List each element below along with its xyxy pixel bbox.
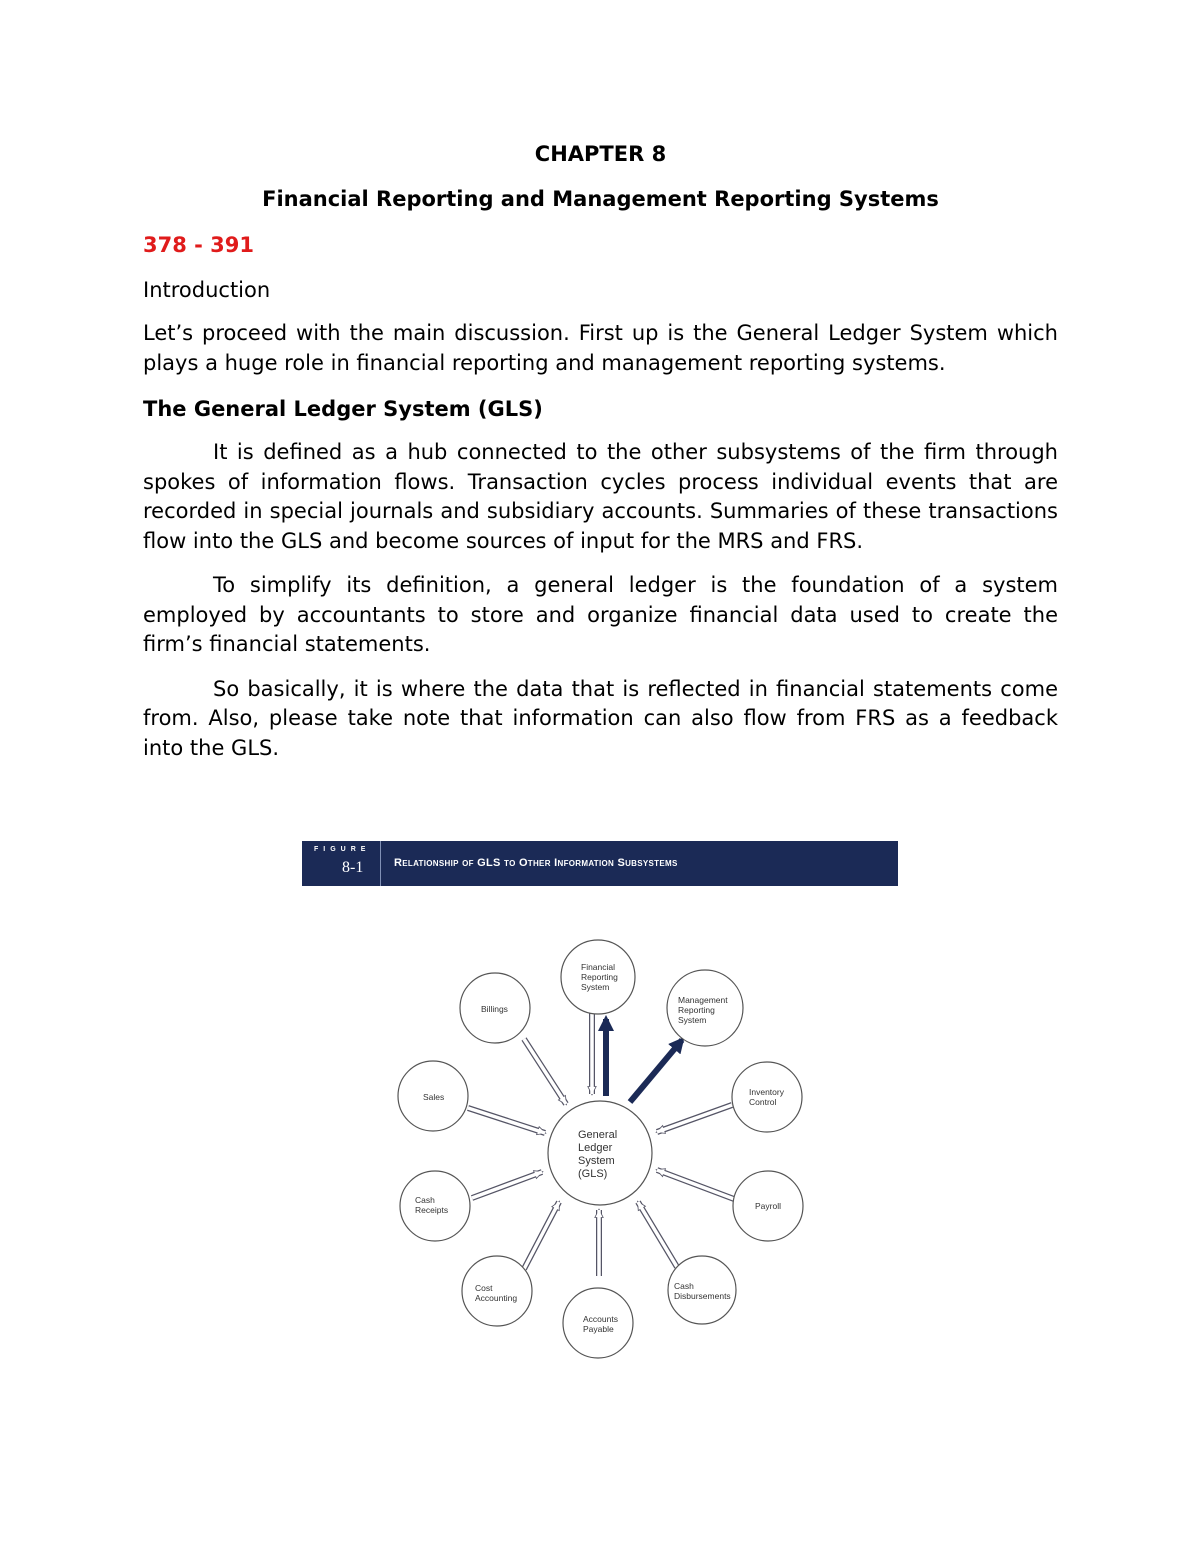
- arrow-cash-disbursements-fill: [638, 1202, 677, 1267]
- ap-line-1: Accounts: [583, 1314, 618, 1324]
- node-sales: [398, 1061, 468, 1131]
- cost-line-2: Accounting: [475, 1293, 518, 1303]
- chapter-heading: CHAPTER 8: [534, 142, 667, 166]
- chapter-title: Financial Reporting and Management Reporting Systems: [262, 187, 939, 211]
- arrow-cost-accounting-fill: [524, 1202, 559, 1269]
- payroll-line-1: Payroll: [755, 1201, 781, 1211]
- arrow-payroll-fill: [657, 1170, 734, 1199]
- mrs-line-3: System: [678, 1015, 707, 1025]
- intro-paragraph: Let’s proceed with the main discussion. First up is the General Ledger System which plays a huge role in financial reporting and management reporting systems.: [143, 321, 1058, 375]
- node-frs: [561, 940, 635, 1014]
- cash-disb-line-2: Disbursements: [674, 1291, 731, 1301]
- node-cost-accounting: [462, 1256, 532, 1326]
- node-inventory-control: [732, 1062, 802, 1132]
- paragraph-simplified: To simplify its definition, a general ledger is the foundation of a system employed by accountants to store and organize financial data used to create the firm’s financial statements.: [143, 573, 1058, 656]
- mrs-line-2: Reporting: [678, 1005, 715, 1015]
- arrow-sales-fill: [468, 1108, 545, 1133]
- figure-divider: [380, 841, 381, 886]
- ap-line-2: Payable: [583, 1324, 614, 1334]
- gls-diagram: [302, 886, 898, 1334]
- cash-rec-line-1: Cash: [415, 1195, 435, 1205]
- figure-8-1: [302, 841, 898, 1334]
- frs-line-1: Financial: [581, 962, 616, 972]
- frs-line-2: Reporting: [581, 972, 618, 982]
- inventory-line-2: Control: [749, 1097, 777, 1107]
- hub-line-1: General: [578, 1129, 618, 1141]
- hub-line-4: (GLS): [578, 1168, 608, 1180]
- page-range: 378 - 391: [143, 233, 255, 257]
- section-heading: The General Ledger System (GLS): [143, 397, 543, 421]
- outbound-arrows: [606, 1019, 682, 1102]
- figure-label: FIGURE: [314, 846, 371, 853]
- arrow-billings-fill: [524, 1039, 566, 1104]
- cash-rec-line-2: Receipts: [415, 1205, 449, 1215]
- arrow-inventory-fill: [657, 1105, 732, 1132]
- frs-line-3: System: [581, 982, 610, 992]
- cash-disb-line-1: Cash: [674, 1281, 694, 1291]
- mrs-line-1: Management: [678, 995, 728, 1005]
- node-payroll: [733, 1171, 803, 1241]
- paragraph-summary: So basically, it is where the data that is reflected in financial statements come from. Also, please take note that information can also flow from FRS as a feedback into the GLS.: [143, 676, 1058, 760]
- node-billings: [460, 973, 530, 1043]
- arrow-to-mrs: [630, 1040, 682, 1102]
- node-cash-disbursements: [668, 1256, 736, 1324]
- figure-number: 8-1: [342, 859, 364, 876]
- cost-line-1: Cost: [475, 1283, 493, 1293]
- paragraph-definition: It is defined as a hub connected to the other subsystems of the firm through spokes of information flows. Transaction cycles process individual events that are recorded in special journals and subsidiary accounts. Summaries of these transactions flow into the GLS and become sources of input for the MRS and FRS.: [143, 440, 1058, 553]
- billings-line-1: Billings: [481, 1004, 508, 1014]
- hub-line-2: Ledger: [578, 1142, 613, 1154]
- arrow-cash-receipts-fill: [472, 1172, 542, 1198]
- sales-line-1: Sales: [423, 1092, 445, 1102]
- node-mrs: [667, 970, 743, 1046]
- document-body: [143, 140, 1058, 763]
- hub-node: [548, 1101, 652, 1205]
- node-accounts-payable: [563, 1288, 633, 1358]
- inventory-line-1: Inventory: [749, 1087, 784, 1097]
- hub-line-3: System: [578, 1155, 615, 1167]
- figure-banner: [302, 841, 898, 886]
- intro-heading: Introduction: [143, 278, 271, 302]
- node-cash-receipts: [400, 1171, 470, 1241]
- figure-title: Relationship of GLS to Other Information Subsystems: [394, 857, 678, 869]
